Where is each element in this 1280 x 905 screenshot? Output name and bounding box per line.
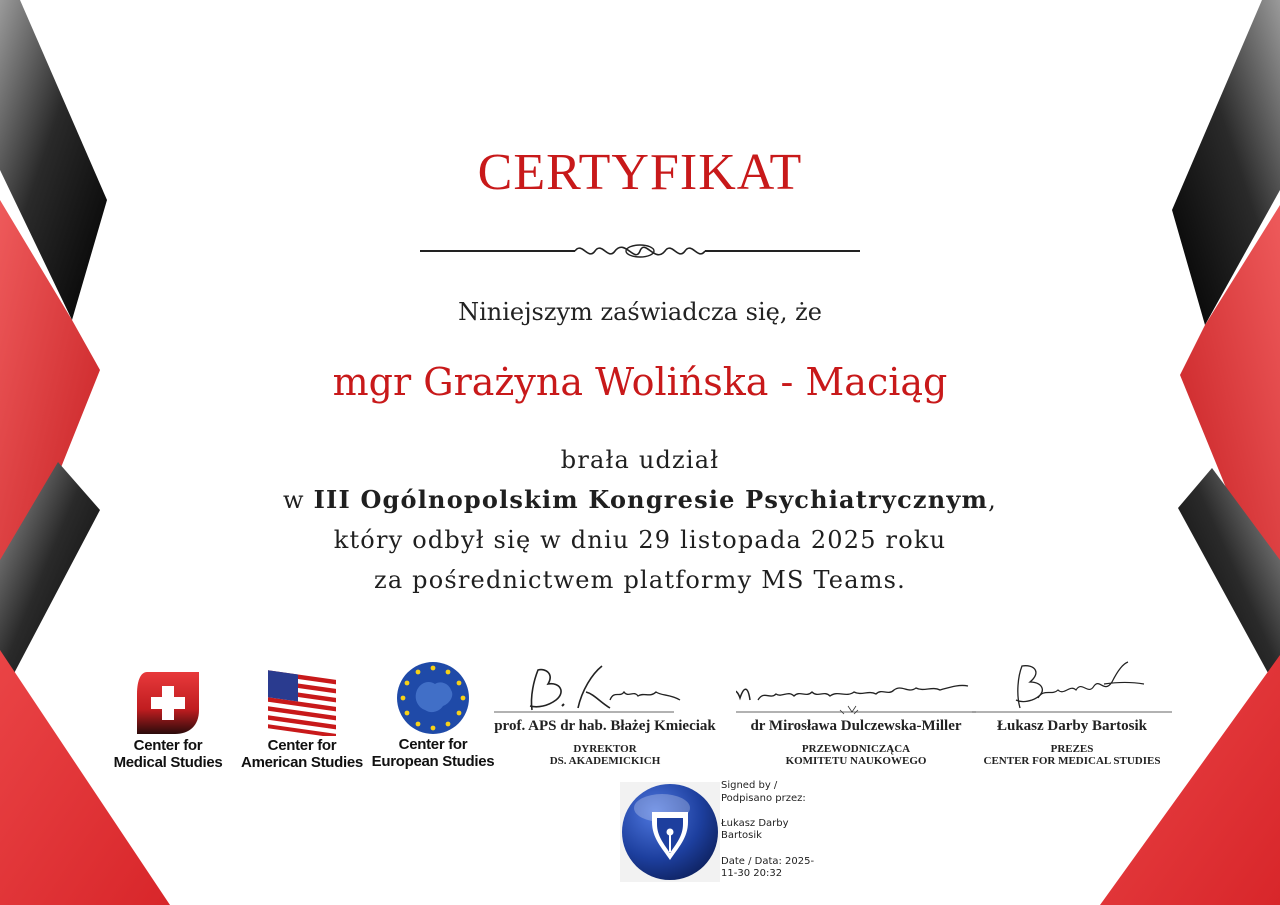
esign-date-line-2: 11-30 20:32 <box>721 868 783 880</box>
signatory-role-1 <box>474 743 736 767</box>
role-2-line-2: KOMITETU NAUKOWEGO <box>785 755 927 767</box>
esign-line-3 <box>721 805 841 818</box>
esign-line-6 <box>721 843 841 856</box>
signatory-name-2: dr Mirosława Dulczewska-Miller <box>750 718 962 734</box>
body-line-2-prefix: w <box>283 486 314 514</box>
congress-name: III Ogólnopolskim Kongresie Psychiatrycznym <box>313 485 989 514</box>
body-line-2 <box>0 480 1280 520</box>
logo-us-label-1: Center for <box>267 737 337 754</box>
eu-flag-icon <box>395 660 471 736</box>
logo-center-medical-studies <box>104 670 232 771</box>
body-line-4: za pośrednictwem platformy MS Teams. <box>373 566 907 594</box>
body-line-2-suffix: , <box>988 486 997 514</box>
role-1-line-2: DS. AKADEMICKICH <box>549 755 661 767</box>
logo-center-american-studies <box>236 670 368 771</box>
handwritten-signature-bartosik <box>972 660 1172 718</box>
swiss-cross-icon <box>135 670 201 736</box>
signatory-name-1: prof. APS dr hab. Błażej Kmieciak <box>494 718 716 734</box>
signature-block-kmieciak <box>474 660 736 767</box>
esign-signer-line-1: Łukasz Darby <box>721 817 789 829</box>
body-line-3: który odbył się w dniu 29 listopada 2025 roku <box>333 526 947 554</box>
recipient-name: mgr Grażyna Wolińska - Maciąg <box>332 360 948 404</box>
logo-us-label-2: American Studies <box>241 754 363 771</box>
logo-med-label-2: Medical Studies <box>113 754 223 771</box>
pen-nib-icon <box>620 782 720 882</box>
certificate-title: CERTYFIKAT <box>477 144 803 201</box>
esign-date-line-1: Date / Data: 2025- <box>721 855 815 867</box>
logo-eu-label-1: Center for <box>398 736 468 753</box>
role-3-line-2: CENTER FOR MEDICAL STUDIES <box>983 755 1161 767</box>
intro-text: Niniejszym zaświadcza się, że <box>458 298 822 326</box>
role-3-line-1: PREZES <box>1050 743 1094 755</box>
handwritten-signature-kmieciak <box>474 660 736 718</box>
role-1-line-1: DYREKTOR <box>573 743 637 755</box>
body-line-1: brała udział <box>560 446 720 474</box>
signature-block-bartosik <box>972 660 1172 767</box>
certificate-body <box>0 440 1280 600</box>
handwritten-signature-dulczewska <box>736 660 976 718</box>
signatory-role-3 <box>972 743 1172 767</box>
esign-details <box>721 780 841 881</box>
electronic-signature-stamp <box>620 778 840 888</box>
role-2-line-1: PRZEWODNICZĄCA <box>801 743 911 755</box>
esign-signer-line-2: Bartosik <box>721 830 762 842</box>
logo-med-label-1: Center for <box>133 737 203 754</box>
signatory-role-2 <box>736 743 976 767</box>
ornamental-divider <box>420 236 860 266</box>
signature-block-dulczewska <box>736 660 976 767</box>
esign-line-1: Signed by / <box>721 780 778 791</box>
esign-line-2: Podpisano przez: <box>721 792 806 804</box>
us-flag-icon <box>266 670 338 736</box>
signatory-name-3: Łukasz Darby Bartosik <box>996 718 1148 734</box>
logo-eu-label-2: European Studies <box>371 753 495 770</box>
